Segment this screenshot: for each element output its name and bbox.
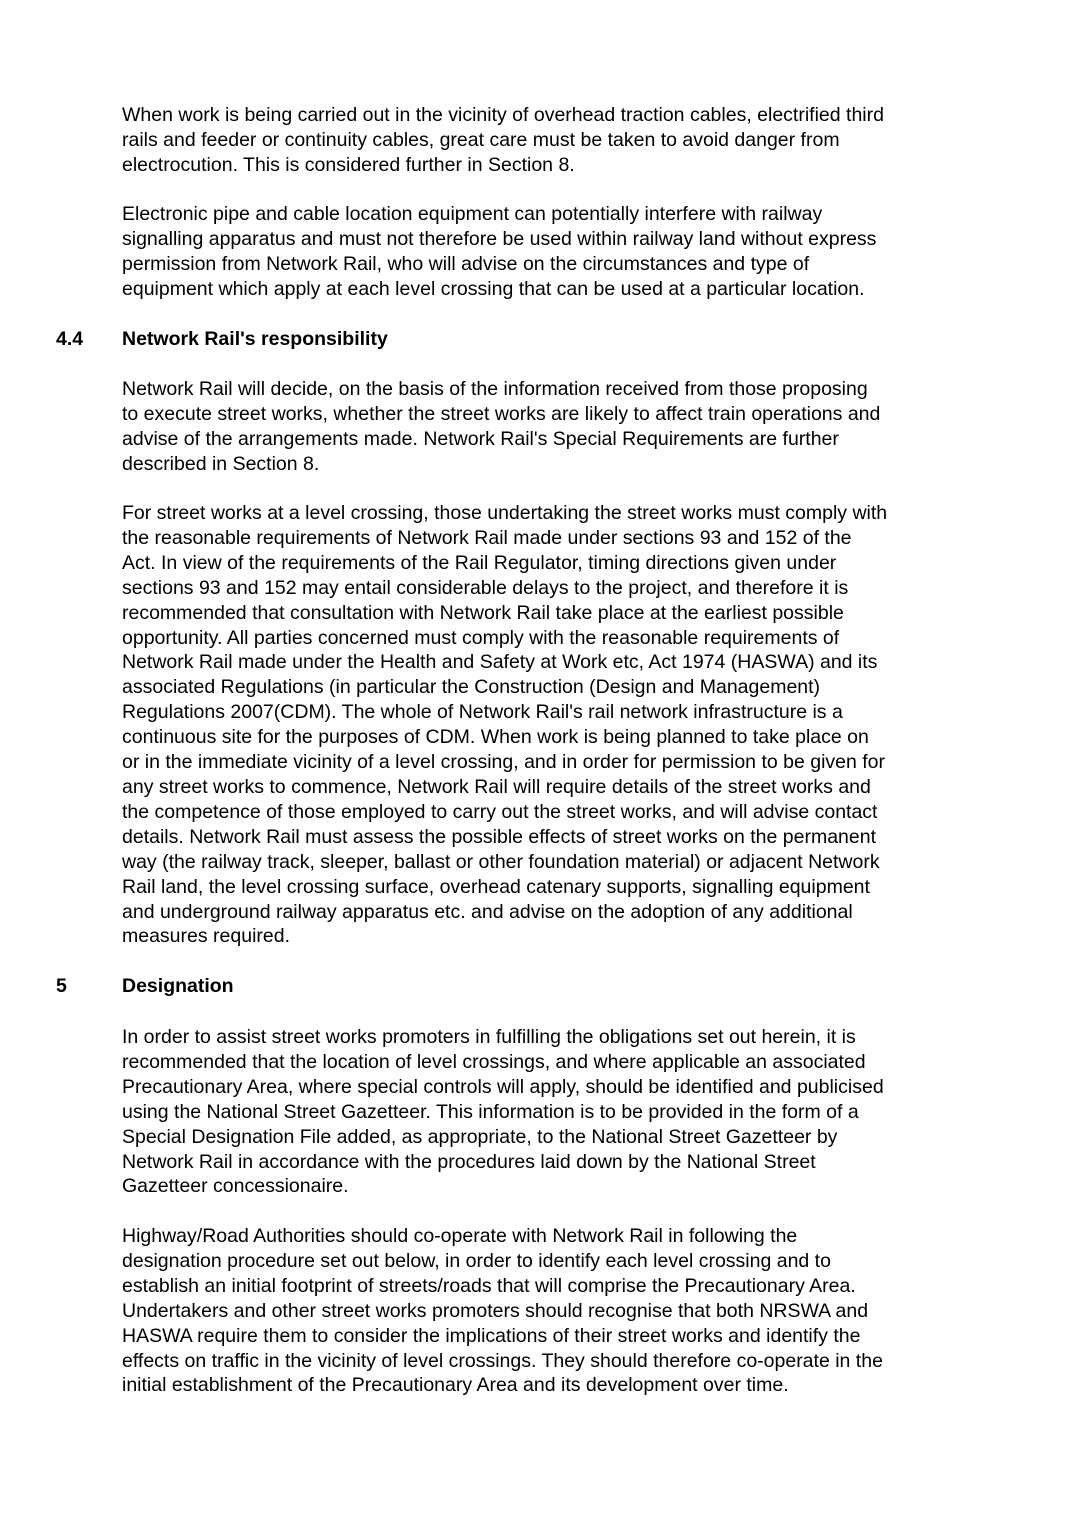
text-line: way (the railway track, sleeper, ballast or other foundation material) or adjacent Network — [122, 850, 880, 873]
text-line: Electronic pipe and cable location equipment can potentially interfere with railway — [122, 203, 823, 225]
text-line: advise of the arrangements made. Network Rail's Special Requirements are further — [122, 427, 839, 450]
text-line: Undertakers and other street works promoters should recognise that both NRSWA and — [122, 1299, 869, 1322]
text-line: using the National Street Gazetteer. This information is to be provided in the form of a — [122, 1100, 859, 1123]
text-line: When work is being carried out in the vicinity of overhead traction cables, electrified third — [122, 104, 884, 126]
text-line: to execute street works, whether the street works are likely to affect train operations and — [122, 402, 881, 425]
text-line: associated Regulations (in particular the Construction (Design and Management) — [122, 676, 821, 699]
text-line: Network Rail in accordance with the procedures laid down by the National Street — [122, 1150, 816, 1173]
text-line: rails and feeder or continuity cables, great care must be taken to avoid danger from — [122, 128, 840, 151]
text-line: designation procedure set out below, in order to identify each level crossing and to — [122, 1249, 831, 1272]
text-line: Network Rail made under the Health and Safety at Work etc, Act 1974 (HASWA) and its — [122, 651, 878, 674]
text-line: effects on traffic in the vicinity of level crossings. They should therefore co-operate in the — [122, 1349, 883, 1372]
text-line: recommended that the location of level crossings, and where applicable an associated — [122, 1050, 866, 1073]
text-line: In order to assist street works promoters in fulfilling the obligations set out herein, it is — [122, 1026, 856, 1048]
section-title-network-rail-responsibility: Network Rail's responsibility — [122, 328, 388, 350]
text-line: electrocution. This is considered further in Section 8. — [122, 153, 575, 176]
text-line: the reasonable requirements of Network Rail made under sections 93 and 152 of the — [122, 526, 852, 549]
text-line: Highway/Road Authorities should co-operate with Network Rail in following the — [122, 1225, 798, 1247]
paragraph-assist-promoters — [122, 1025, 977, 1199]
text-line: signalling apparatus and must not therefore be used within railway land without express — [122, 227, 877, 250]
paragraph-overhead-traction — [122, 103, 977, 178]
paragraph-electronic-equipment — [122, 202, 977, 302]
text-line: Regulations 2007(CDM). The whole of Network Rail's rail network infrastructure is a — [122, 701, 843, 724]
section-number-4-4: 4.4 — [56, 328, 84, 350]
text-line: Gazetteer concessionaire. — [122, 1175, 349, 1198]
paragraph-street-works-level-crossing — [122, 501, 977, 949]
text-line: permission from Network Rail, who will advise on the circumstances and type of — [122, 252, 810, 275]
text-line: equipment which apply at each level crossing that can be used at a particular location. — [122, 277, 865, 300]
text-line: Act. In view of the requirements of the Rail Regulator, timing directions given under — [122, 551, 837, 574]
paragraph-highway-authorities — [122, 1224, 977, 1398]
text-line: described in Section 8. — [122, 452, 320, 475]
section-number-5: 5 — [56, 975, 67, 997]
text-line: Special Designation File added, as appropriate, to the National Street Gazetteer by — [122, 1125, 838, 1148]
text-line: measures required. — [122, 925, 290, 948]
text-line: any street works to commence, Network Rail will require details of the street works and — [122, 775, 871, 798]
text-line: continuous site for the purposes of CDM. When work is being planned to take place on — [122, 726, 869, 749]
text-line: For street works at a level crossing, those undertaking the street works must comply with — [122, 502, 888, 524]
text-line: Precautionary Area, where special controls will apply, should be identified and publicised — [122, 1075, 884, 1098]
text-line: HASWA require them to consider the implications of their street works and identify the — [122, 1324, 861, 1347]
paragraph-network-rail-decide — [122, 377, 977, 477]
text-line: opportunity. All parties concerned must comply with the reasonable requirements of — [122, 626, 840, 649]
text-line: sections 93 and 152 may entail considerable delays to the project, and therefore it is — [122, 576, 849, 599]
text-line: Rail land, the level crossing surface, overhead catenary supports, signalling equipment — [122, 875, 870, 898]
text-line: establish an initial footprint of streets/roads that will comprise the Precautionary Area. — [122, 1274, 856, 1297]
text-line: or in the immediate vicinity of a level crossing, and in order for permission to be given for — [122, 751, 886, 774]
text-line: details. Network Rail must assess the possible effects of street works on the permanent — [122, 825, 876, 848]
text-line: initial establishment of the Precautionary Area and its development over time. — [122, 1374, 789, 1397]
section-title-designation: Designation — [122, 975, 234, 997]
text-line: recommended that consultation with Network Rail take place at the earliest possible — [122, 601, 844, 624]
text-line: Network Rail will decide, on the basis of the information received from those proposing — [122, 378, 868, 400]
text-line: the competence of those employed to carry out the street works, and will advise contact — [122, 800, 878, 823]
text-line: and underground railway apparatus etc. and advise on the adoption of any additional — [122, 900, 853, 923]
